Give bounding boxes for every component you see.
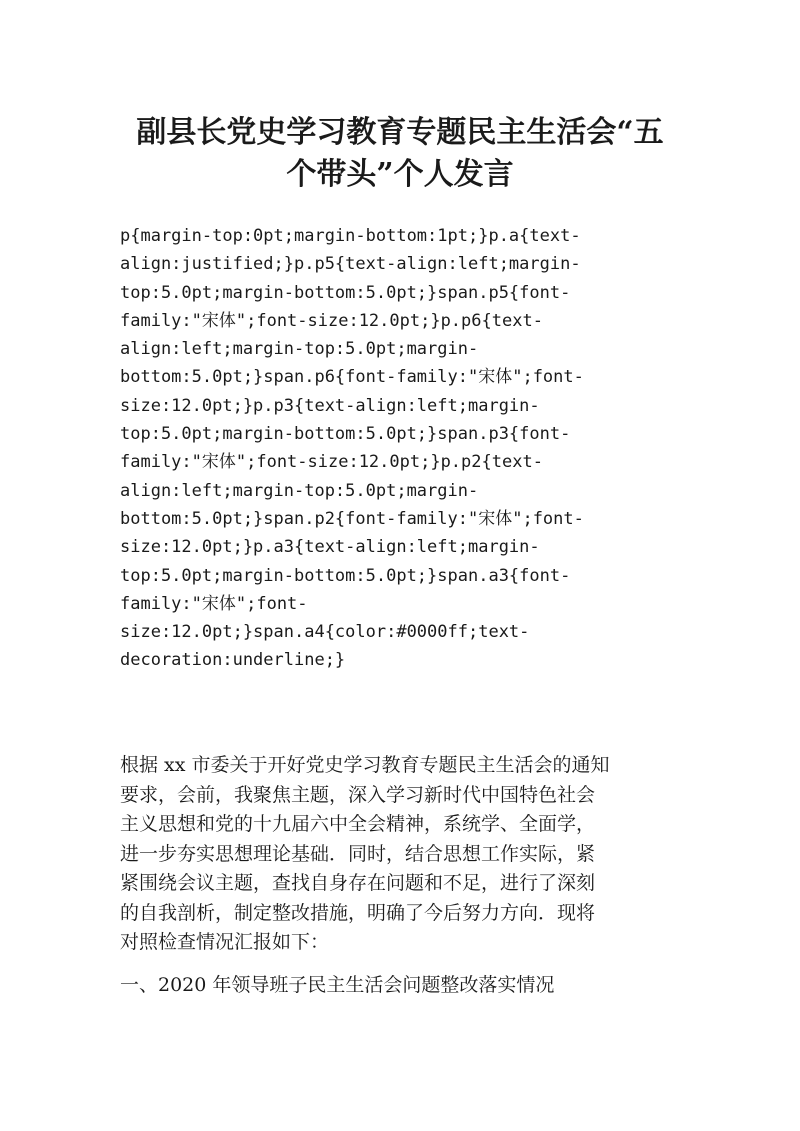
code-line: family:"宋体";font-size:12.0pt;}p.p2{text- (120, 452, 543, 473)
paragraph-line: 对照检查情况汇报如下： (120, 931, 330, 953)
code-line: bottom:5.0pt;}span.p2{font-family:"宋体";font- (120, 508, 584, 529)
title-line: 副县长党史学习教育专题民主生活会“五 (136, 115, 664, 150)
code-line: family:"宋体";font-size:12.0pt;}p.p6{text- (120, 310, 543, 331)
paragraph-line: 紧围绕会议主题，查找自身存在问题和不足，进行了深刻 (120, 872, 596, 894)
paragraph-line: 进一步夯实思想理论基础．同时，结合思想工作实际，紧 (120, 842, 596, 865)
code-line: align:left;margin-top:5.0pt;margin- (120, 339, 479, 360)
paragraph-line: 的自我剖析，制定整改措施，明确了今后努力方向．现将 (120, 901, 596, 924)
code-line: align:left;margin-top:5.0pt;margin- (120, 480, 479, 501)
style-code-block (120, 222, 680, 675)
intro-paragraph (120, 751, 680, 958)
paragraph-line: 主义思想和党的十九届六中全会精神，系统学、全面学， (120, 813, 596, 835)
title-line: 个带头”个人发言 (286, 157, 514, 192)
code-line: size:12.0pt;}p.a3{text-align:left;margin- (120, 537, 540, 558)
code-line: top:5.0pt;margin-bottom:5.0pt;}span.a3{font- (120, 565, 571, 586)
code-line: top:5.0pt;margin-bottom:5.0pt;}span.p5{font- (120, 282, 571, 303)
code-line: size:12.0pt;}span.a4{color:#0000ff;text- (120, 622, 530, 643)
code-line: p{margin-top:0pt;margin-bottom:1pt;}p.a{text- (120, 226, 581, 246)
code-line: size:12.0pt;}p.p3{text-align:left;margin- (120, 395, 540, 416)
code-line: align:justified;}p.p5{text-align:left;margin- (120, 254, 581, 275)
paragraph-line: 要求，会前，我聚焦主题，深入学习新时代中国特色社会 (120, 783, 596, 806)
paragraph-line: 根据 xx 市委关于开好党史学习教育专题民主生活会的通知 (120, 754, 610, 776)
section-heading-text: 一、2020 年领导班子民主生活会问题整改落实情况 (120, 974, 555, 996)
code-line: decoration:underline;} (120, 650, 346, 671)
document-title (100, 112, 700, 196)
code-line: top:5.0pt;margin-bottom:5.0pt;}span.p3{font- (120, 424, 571, 445)
code-line: family:"宋体";font- (120, 593, 308, 614)
section-heading (120, 971, 680, 1001)
code-line: bottom:5.0pt;}span.p6{font-family:"宋体";font- (120, 367, 584, 388)
